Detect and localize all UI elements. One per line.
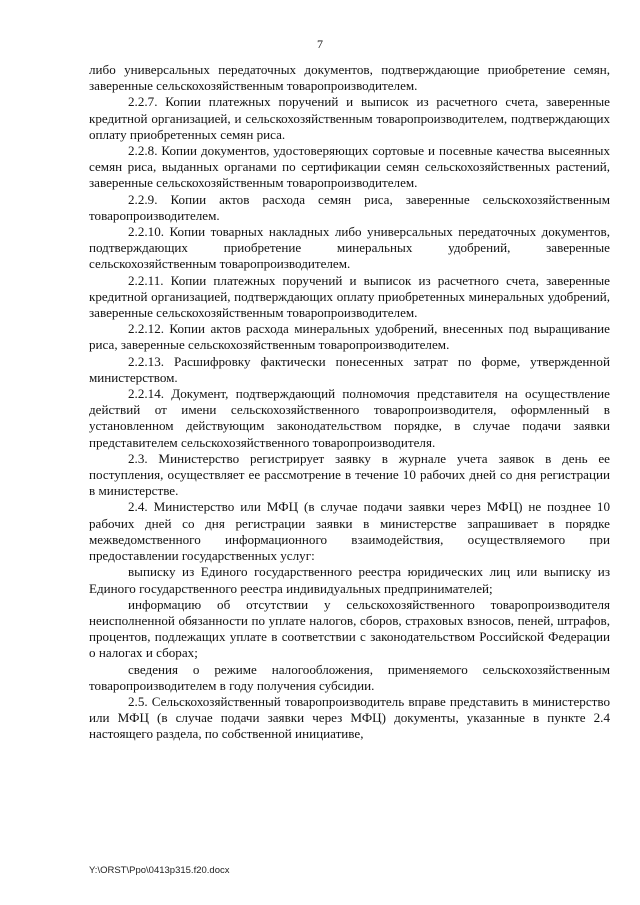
- paragraph: 2.2.11. Копии платежных поручений и выписок из расчетного счета, заверенные кредитной организацией, подтверждающих оплату приобретенных минеральных удобрений, заверенные сельскохозяйственным товаропроизводителем.: [89, 272, 610, 321]
- document-body: [89, 62, 610, 743]
- paragraph: 2.4. Министерство или МФЦ (в случае подачи заявки через МФЦ) не позднее 10 рабочих дней со дня регистрации заявки в министерстве запрашивает в порядке межведомственного информационного взаимодействия, осуществляемого при предоставлении государственных услуг:: [89, 499, 610, 564]
- page-number: 7: [317, 37, 323, 51]
- paragraph: выписку из Единого государственного реестра юридических лиц или выписку из Единого государственного реестра индивидуальных предпринимателей;: [89, 564, 610, 596]
- paragraph: 2.2.10. Копии товарных накладных либо универсальных передаточных документов, подтверждающих приобретение минеральных удобрений, заверенные сельскохозяйственным товаропроизводителем.: [89, 224, 610, 272]
- footer-file-path: Y:\ORST\Ppo\0413p315.f20.docx: [89, 865, 230, 876]
- paragraph: информацию об отсутствии у сельскохозяйственного товаропроизводителя неисполненной обязанности по уплате налогов, сборов, страховых взносов, пеней, штрафов, процентов, подлежащих уплате в соответствии с законодательством Российской Федерации о налогах и сборах;: [89, 596, 610, 661]
- paragraph: 2.2.13. Расшифровку фактически понесенных затрат по форме, утвержденной министерством.: [89, 353, 610, 385]
- paragraph: 2.2.8. Копии документов, удостоверяющих сортовые и посевные качества высеянных семян риса, выданных органами по сертификации семян сельскохозяйственных растений, заверенные сельскохозяйственным товаропроизводителем.: [89, 143, 610, 191]
- paragraph: сведения о режиме налогообложения, применяемого сельскохозяйственным товаропроизводителем в году получения субсидии.: [89, 661, 610, 693]
- paragraph: 2.3. Министерство регистрирует заявку в журнале учета заявок в день ее поступления, осуществляет ее рассмотрение в течение 10 рабочих дней со дня регистрации в министерстве.: [89, 450, 610, 499]
- paragraph: 2.2.14. Документ, подтверждающий полномочия представителя на осуществление действий от имени сельскохозяйственного товаропроизводителя, оформленный в установленном действующим законодательством порядке, в случае подачи заявки представителем сельскохозяйственного товаропроизводителя.: [89, 386, 610, 450]
- paragraph: 2.2.7. Копии платежных поручений и выписок из расчетного счета, заверенные кредитной организацией, и сельскохозяйственным товаропроизводителем, подтверждающих оплату приобретенных семян риса.: [89, 94, 610, 142]
- paragraph: 2.2.9. Копии актов расхода семян риса, заверенные сельскохозяйственным товаропроизводителем.: [89, 191, 610, 223]
- paragraph: 2.2.12. Копии актов расхода минеральных удобрений, внесенных под выращивание риса, заверенные сельскохозяйственным товаропроизводителем.: [89, 321, 610, 353]
- paragraph: либо универсальных передаточных документов, подтверждающие приобретение семян, заверенные сельскохозяйственным товаропроизводителем.: [89, 62, 610, 94]
- paragraph: 2.5. Сельскохозяйственный товаропроизводитель вправе представить в министерство или МФЦ (в случае подачи заявки через МФЦ) документы, указанные в пункте 2.4 настоящего раздела, по собственной инициативе,: [89, 693, 610, 742]
